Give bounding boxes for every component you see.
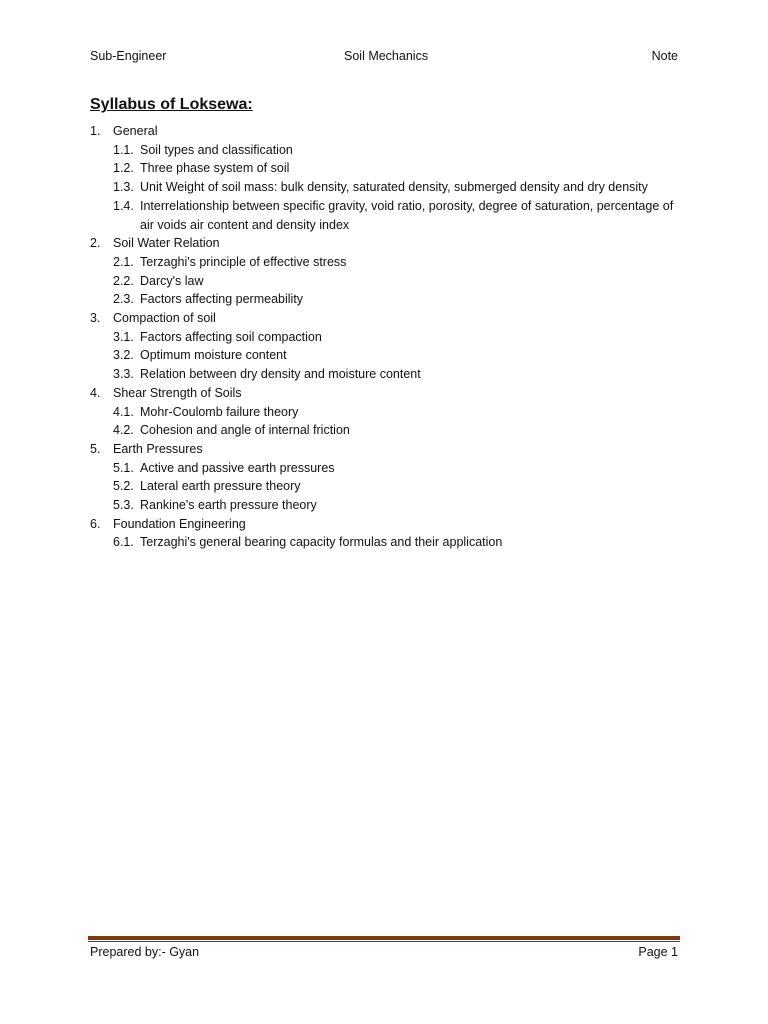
subsection-number: 3.1.: [113, 329, 134, 344]
subsection-number: 4.2.: [113, 423, 134, 438]
subsection-label: Unit Weight of soil mass: bulk density, saturated density, submerged density and dry density: [140, 180, 648, 195]
subsection-item: [90, 459, 680, 478]
section-number: 4.: [90, 385, 101, 400]
subsection-number: 5.2.: [113, 479, 134, 494]
section-number: 5.: [90, 441, 101, 456]
subsection-item: [90, 197, 680, 234]
subsection-label: Three phase system of soil: [140, 161, 290, 176]
subsection-item: [90, 421, 680, 440]
subsection-label: Terzaghi's general bearing capacity formulas and their application: [140, 535, 503, 550]
page-footer: [90, 943, 678, 961]
subsection-list: [90, 459, 680, 515]
subsection-label: Mohr-Coulomb failure theory: [140, 404, 299, 419]
subsection-number: 2.2.: [113, 273, 134, 288]
section-heading: [90, 440, 680, 459]
subsection-item: [90, 328, 680, 347]
subsection-number: 5.1.: [113, 460, 134, 475]
subsection-number: 2.1.: [113, 254, 134, 269]
subsection-label: Terzaghi's principle of effective stress: [140, 254, 347, 269]
subsection-number: 3.2.: [113, 348, 134, 363]
subsection-item: [90, 346, 680, 365]
section-compaction-of-soil: [90, 309, 680, 384]
syllabus-list: [90, 122, 680, 552]
subsection-item: [90, 272, 680, 291]
section-heading: [90, 515, 680, 534]
subsection-number: 4.1.: [113, 404, 134, 419]
subsection-label: Lateral earth pressure theory: [140, 479, 301, 494]
header-center-text: Soil Mechanics: [344, 49, 429, 63]
subsection-number: 1.2.: [113, 161, 134, 176]
subsection-label: Interrelationship between specific gravity, void ratio, porosity, degree of saturation, percentage of air voids air content and density index: [140, 198, 674, 232]
section-number: 1.: [90, 124, 101, 138]
subsection-label: Cohesion and angle of internal friction: [140, 423, 350, 438]
subsection-list: [90, 253, 680, 309]
subsection-number: 5.3.: [113, 498, 134, 513]
section-number: 3.: [90, 311, 101, 326]
subsection-label: Active and passive earth pressures: [140, 460, 335, 475]
section-label: General: [113, 124, 158, 138]
footer-page-number: Page 1: [638, 945, 678, 959]
subsection-number: 6.1.: [113, 535, 134, 550]
section-earth-pressures: [90, 440, 680, 515]
subsection-list: [90, 328, 680, 384]
section-shear-strength: [90, 384, 680, 440]
header-left-text: Sub-Engineer: [90, 49, 167, 63]
subsection-label: Soil types and classification: [140, 142, 293, 157]
subsection-label: Relation between dry density and moisture content: [140, 367, 421, 382]
subsection-item: [90, 365, 680, 384]
footer-author-text: Prepared by:- Gyan: [90, 945, 200, 959]
section-number: 6.: [90, 516, 101, 531]
section-heading: [90, 384, 680, 403]
subsection-item: [90, 159, 680, 178]
subsection-item: [90, 253, 680, 272]
subsection-label: Factors affecting permeability: [140, 292, 304, 307]
subsection-item: [90, 403, 680, 422]
subsection-number: 1.1.: [113, 142, 134, 157]
header-right-text: Note: [651, 49, 678, 63]
subsection-list: [90, 403, 680, 440]
subsection-number: 3.3.: [113, 367, 134, 382]
footer-divider-thin: [88, 941, 680, 942]
subsection-list: [90, 141, 680, 235]
section-soil-water-relation: [90, 234, 680, 309]
subsection-number: 2.3.: [113, 292, 134, 307]
subsection-item: [90, 290, 680, 309]
section-foundation-engineering: [90, 515, 680, 552]
page-title: Syllabus of Loksewa:: [90, 96, 253, 113]
section-heading: [90, 234, 680, 253]
section-label: Foundation Engineering: [113, 516, 246, 531]
section-number: 2.: [90, 236, 101, 251]
footer-divider-thick: [88, 936, 680, 940]
subsection-label: Optimum moisture content: [140, 348, 287, 363]
section-label: Shear Strength of Soils: [113, 385, 242, 400]
section-label: Compaction of soil: [113, 311, 216, 326]
section-label: Earth Pressures: [113, 441, 203, 456]
section-heading: [90, 122, 680, 141]
subsection-item: [90, 496, 680, 515]
subsection-label: Darcy's law: [140, 273, 204, 288]
subsection-list: [90, 533, 680, 552]
section-heading: [90, 309, 680, 328]
subsection-number: 1.4.: [113, 198, 134, 213]
section-label: Soil Water Relation: [113, 236, 220, 251]
subsection-item: [90, 141, 680, 160]
subsection-item: [90, 178, 680, 197]
subsection-number: 1.3.: [113, 180, 134, 195]
subsection-item: [90, 477, 680, 496]
subsection-label: Rankine's earth pressure theory: [140, 498, 317, 513]
section-general: [90, 122, 680, 234]
subsection-item: [90, 533, 680, 552]
page-header: [90, 47, 678, 65]
subsection-label: Factors affecting soil compaction: [140, 329, 322, 344]
